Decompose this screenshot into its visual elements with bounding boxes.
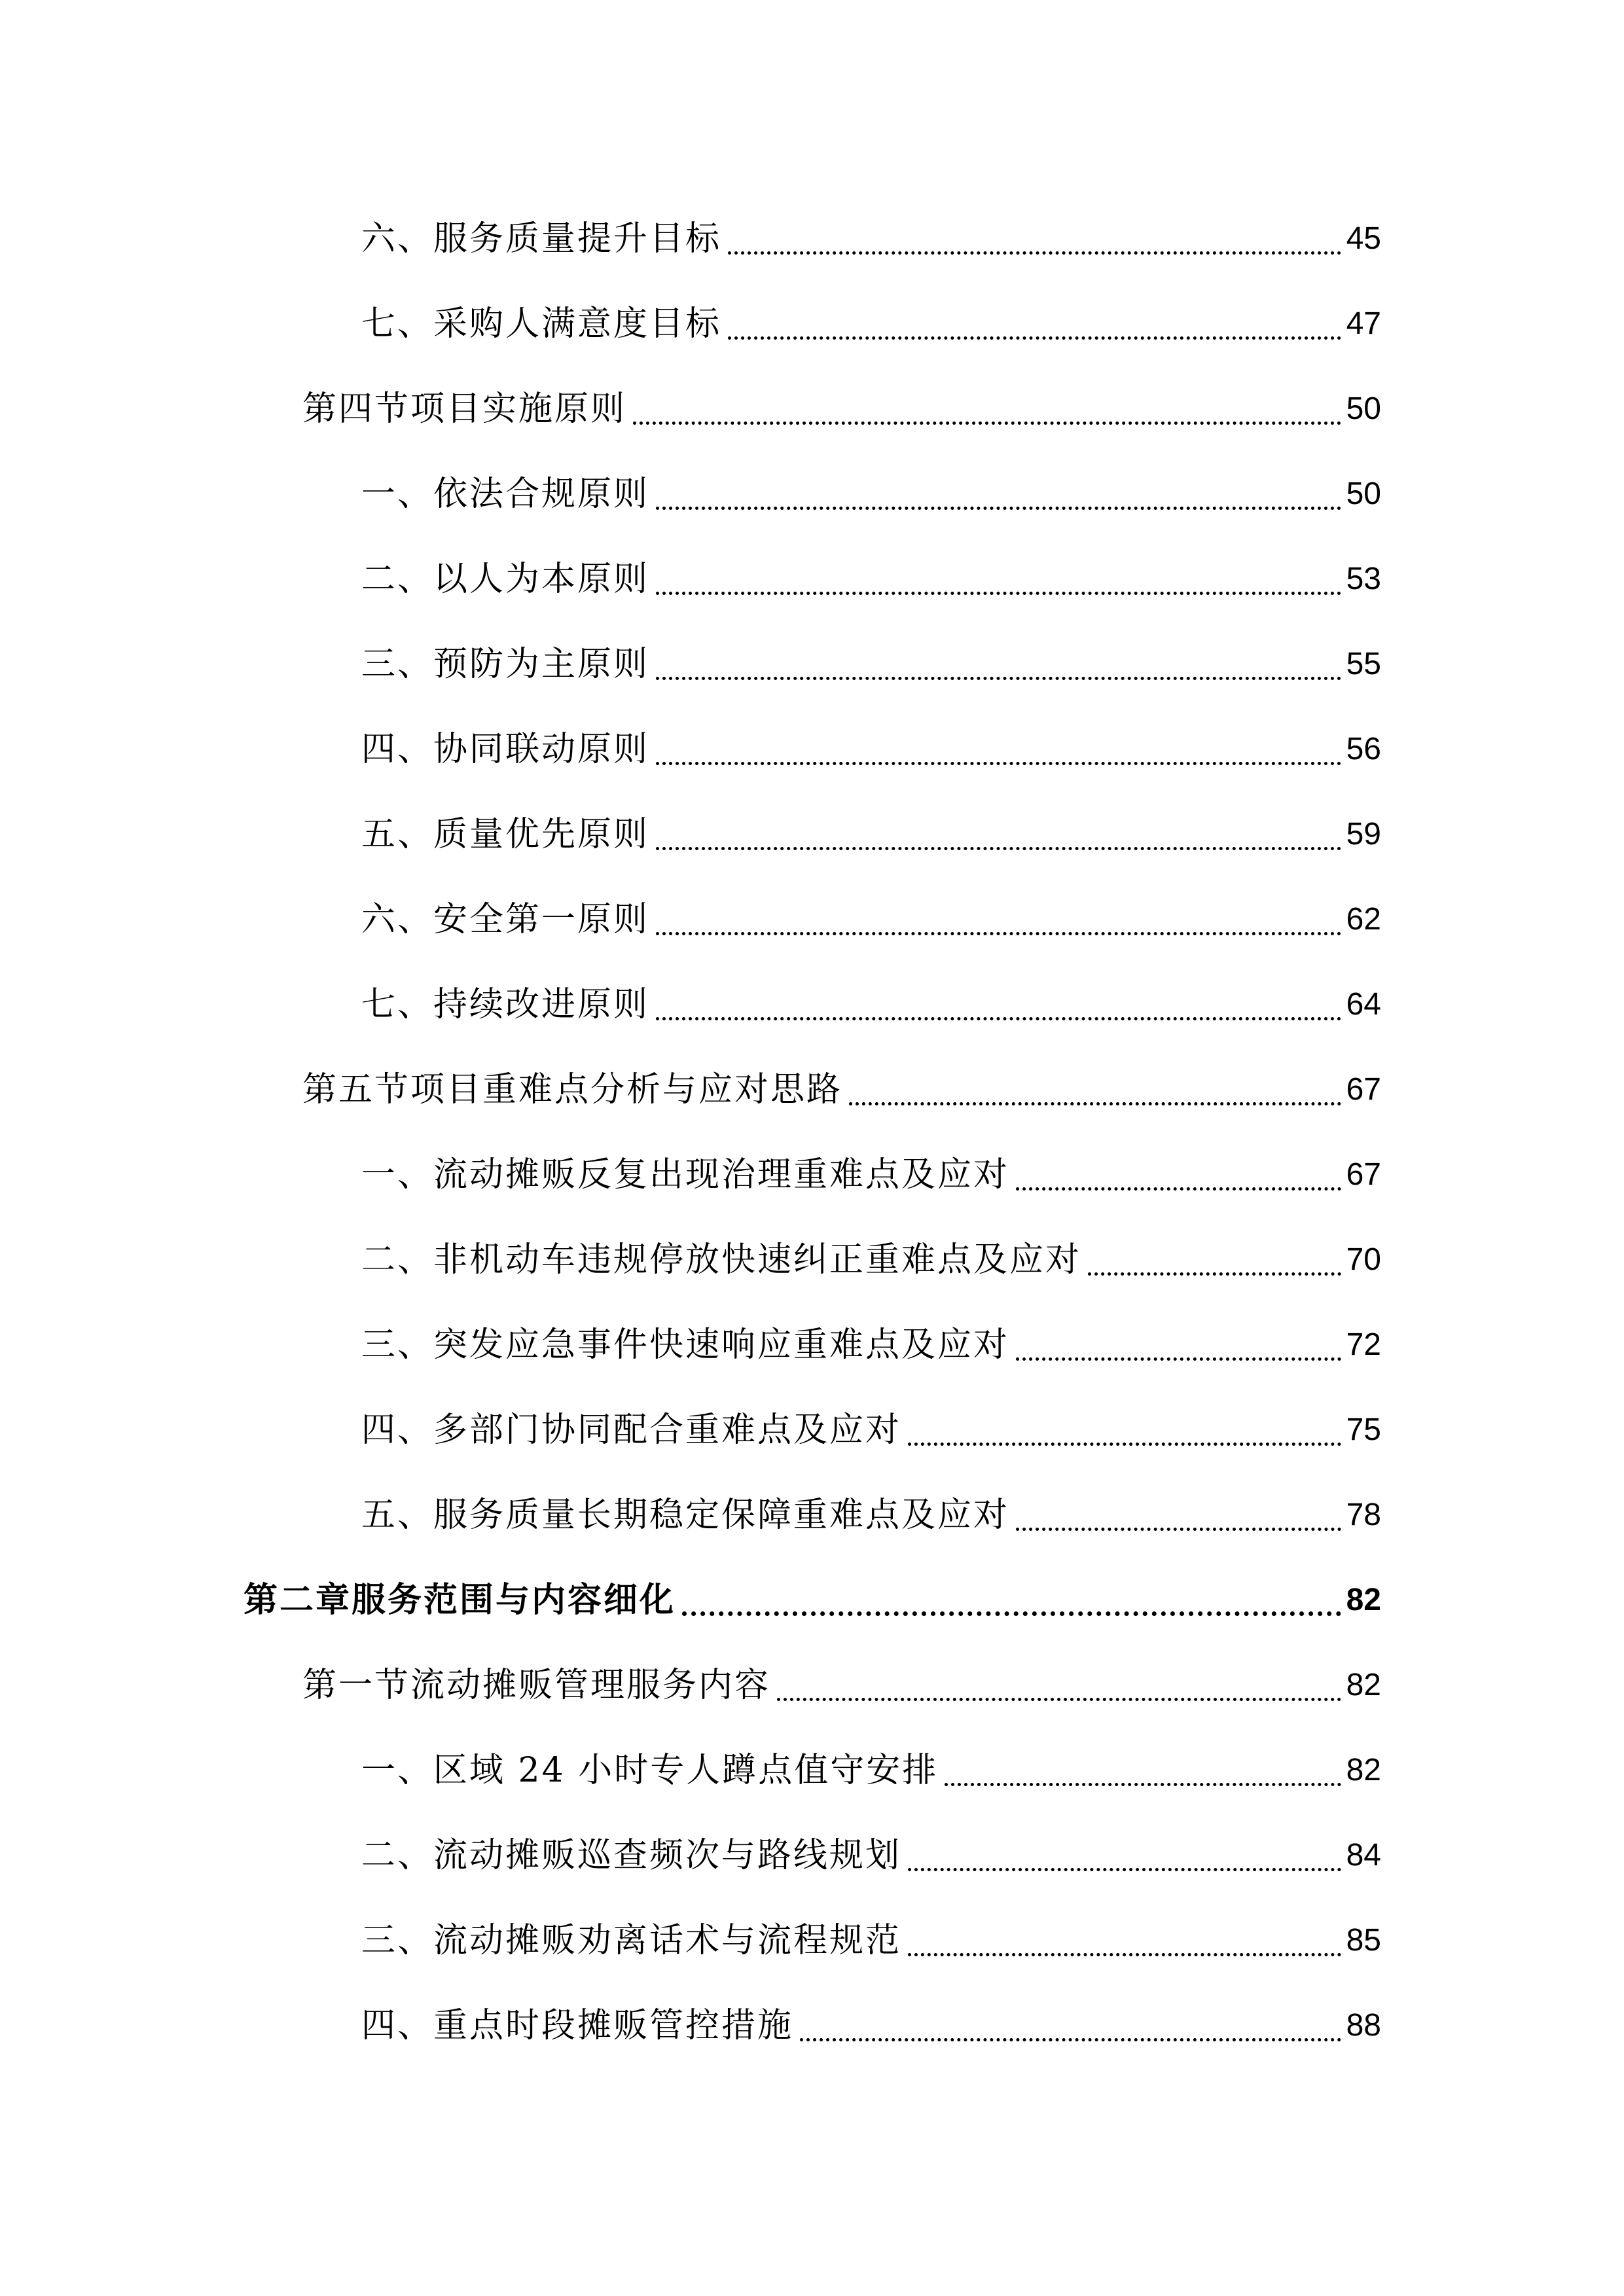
toc-dot-leader [849, 1102, 1341, 1105]
toc-dot-leader [656, 932, 1341, 935]
toc-dot-leader [728, 336, 1341, 340]
toc-entry-page: 47 [1346, 306, 1381, 341]
toc-entry[interactable] [361, 468, 1381, 520]
toc-entry[interactable] [361, 213, 1381, 265]
toc-entry-title: 五、服务质量长期稳定保障重难点及应对 [361, 1496, 1010, 1535]
toc-dot-leader [1088, 1272, 1341, 1276]
toc-dot-leader [682, 1611, 1341, 1616]
toc-entry-page: 82 [1346, 1753, 1381, 1787]
toc-entry[interactable] [361, 723, 1381, 776]
toc-entry[interactable] [361, 1829, 1381, 1882]
toc-entry[interactable] [361, 1744, 1381, 1797]
toc-dot-leader [656, 762, 1341, 765]
toc-entry-title: 七、采购人满意度目标 [361, 304, 722, 344]
toc-entry-title: 四、重点时段摊贩管控措施 [361, 2006, 794, 2045]
toc-entry-page: 67 [1346, 1157, 1381, 1192]
toc-entry-page: 75 [1346, 1412, 1381, 1447]
toc-entry-page: 85 [1346, 1923, 1381, 1958]
toc-dot-leader [777, 1698, 1341, 1701]
toc-entry[interactable] [361, 1489, 1381, 1541]
toc-entry-page: 78 [1346, 1498, 1381, 1532]
toc-entry[interactable] [361, 1149, 1381, 1201]
toc-dot-leader [908, 1953, 1341, 1956]
toc-entry-title: 四、多部门协同配合重难点及应对 [361, 1410, 902, 1450]
toc-entry-title: 五、质量优先原则 [361, 815, 650, 854]
toc-entry-title: 第四节项目实施原则 [302, 389, 627, 429]
toc-dot-leader [1016, 1528, 1341, 1531]
toc-entry-title: 三、流动摊贩劝离话术与流程规范 [361, 1921, 902, 1960]
toc-dot-leader [656, 847, 1341, 850]
toc-entry[interactable] [361, 553, 1381, 605]
toc-entry-title: 第二章服务范围与内容细化 [244, 1580, 676, 1620]
toc-entry-title: 六、服务质量提升目标 [361, 219, 722, 259]
toc-chapter-entry[interactable] [244, 1574, 1381, 1626]
toc-entry[interactable] [361, 2000, 1381, 2052]
toc-entry-title: 二、非机动车违规停放快速纠正重难点及应对 [361, 1240, 1082, 1280]
toc-entry-page: 82 [1346, 1583, 1381, 1617]
toc-entry[interactable] [361, 298, 1381, 350]
toc-dot-leader [656, 507, 1341, 510]
toc-entry[interactable] [302, 1659, 1381, 1712]
toc-dot-leader [656, 677, 1341, 680]
toc-entry-page: 84 [1346, 1838, 1381, 1873]
toc-entry-title: 二、以人为本原则 [361, 560, 650, 599]
toc-entry-page: 70 [1346, 1242, 1381, 1277]
toc-entry-title: 第五节项目重难点分析与应对思路 [302, 1070, 843, 1109]
toc-entry-page: 82 [1346, 1668, 1381, 1702]
toc-dot-leader [908, 1443, 1341, 1446]
toc-entry[interactable] [361, 1404, 1381, 1456]
toc-dot-leader [656, 1017, 1341, 1020]
toc-dot-leader [728, 251, 1341, 255]
toc-entry[interactable] [361, 808, 1381, 861]
toc-entry-title: 三、突发应急事件快速响应重难点及应对 [361, 1325, 1010, 1365]
toc-dot-leader [1016, 1357, 1341, 1361]
toc-entry[interactable] [361, 638, 1381, 691]
toc-dot-leader [633, 422, 1341, 425]
toc-entry[interactable] [361, 1319, 1381, 1371]
toc-entry-title: 一、依法合规原则 [361, 475, 650, 514]
toc-dot-leader [1016, 1187, 1341, 1191]
toc-entry-page: 88 [1346, 2008, 1381, 2043]
toc-entry-page: 55 [1346, 647, 1381, 681]
toc-dot-leader [656, 592, 1341, 595]
toc-entry[interactable] [361, 978, 1381, 1031]
toc-entry-title: 二、流动摊贩巡查频次与路线规划 [361, 1836, 902, 1875]
toc-dot-leader [945, 1783, 1341, 1786]
toc-entry-title: 四、协同联动原则 [361, 730, 650, 769]
toc-entry[interactable] [361, 1914, 1381, 1967]
toc-entry-page: 59 [1346, 817, 1381, 852]
toc-entry-page: 62 [1346, 902, 1381, 937]
toc-entry-page: 50 [1346, 476, 1381, 511]
toc-entry-page: 50 [1346, 391, 1381, 426]
toc-entry[interactable] [361, 1234, 1381, 1286]
toc-entry-page: 53 [1346, 562, 1381, 596]
toc-entry[interactable] [302, 1064, 1381, 1116]
toc-entry-page: 67 [1346, 1072, 1381, 1107]
toc-entry-page: 56 [1346, 732, 1381, 766]
toc-entry-page: 64 [1346, 987, 1381, 1022]
toc-entry-title: 第一节流动摊贩管理服务内容 [302, 1666, 771, 1705]
toc-dot-leader [908, 1868, 1341, 1871]
toc-entry-title: 三、预防为主原则 [361, 645, 650, 684]
toc-entry-title: 一、区域 24 小时专人蹲点值守安排 [361, 1751, 939, 1790]
toc-entry-page: 45 [1346, 221, 1381, 256]
toc-entry-page: 72 [1346, 1327, 1381, 1362]
toc-entry[interactable] [302, 383, 1381, 435]
toc-entry[interactable] [361, 893, 1381, 946]
toc-entry-title: 六、安全第一原则 [361, 900, 650, 939]
toc-entry-title: 七、持续改进原则 [361, 985, 650, 1024]
toc-entry-title: 一、流动摊贩反复出现治理重难点及应对 [361, 1155, 1010, 1194]
toc-dot-leader [800, 2038, 1341, 2041]
